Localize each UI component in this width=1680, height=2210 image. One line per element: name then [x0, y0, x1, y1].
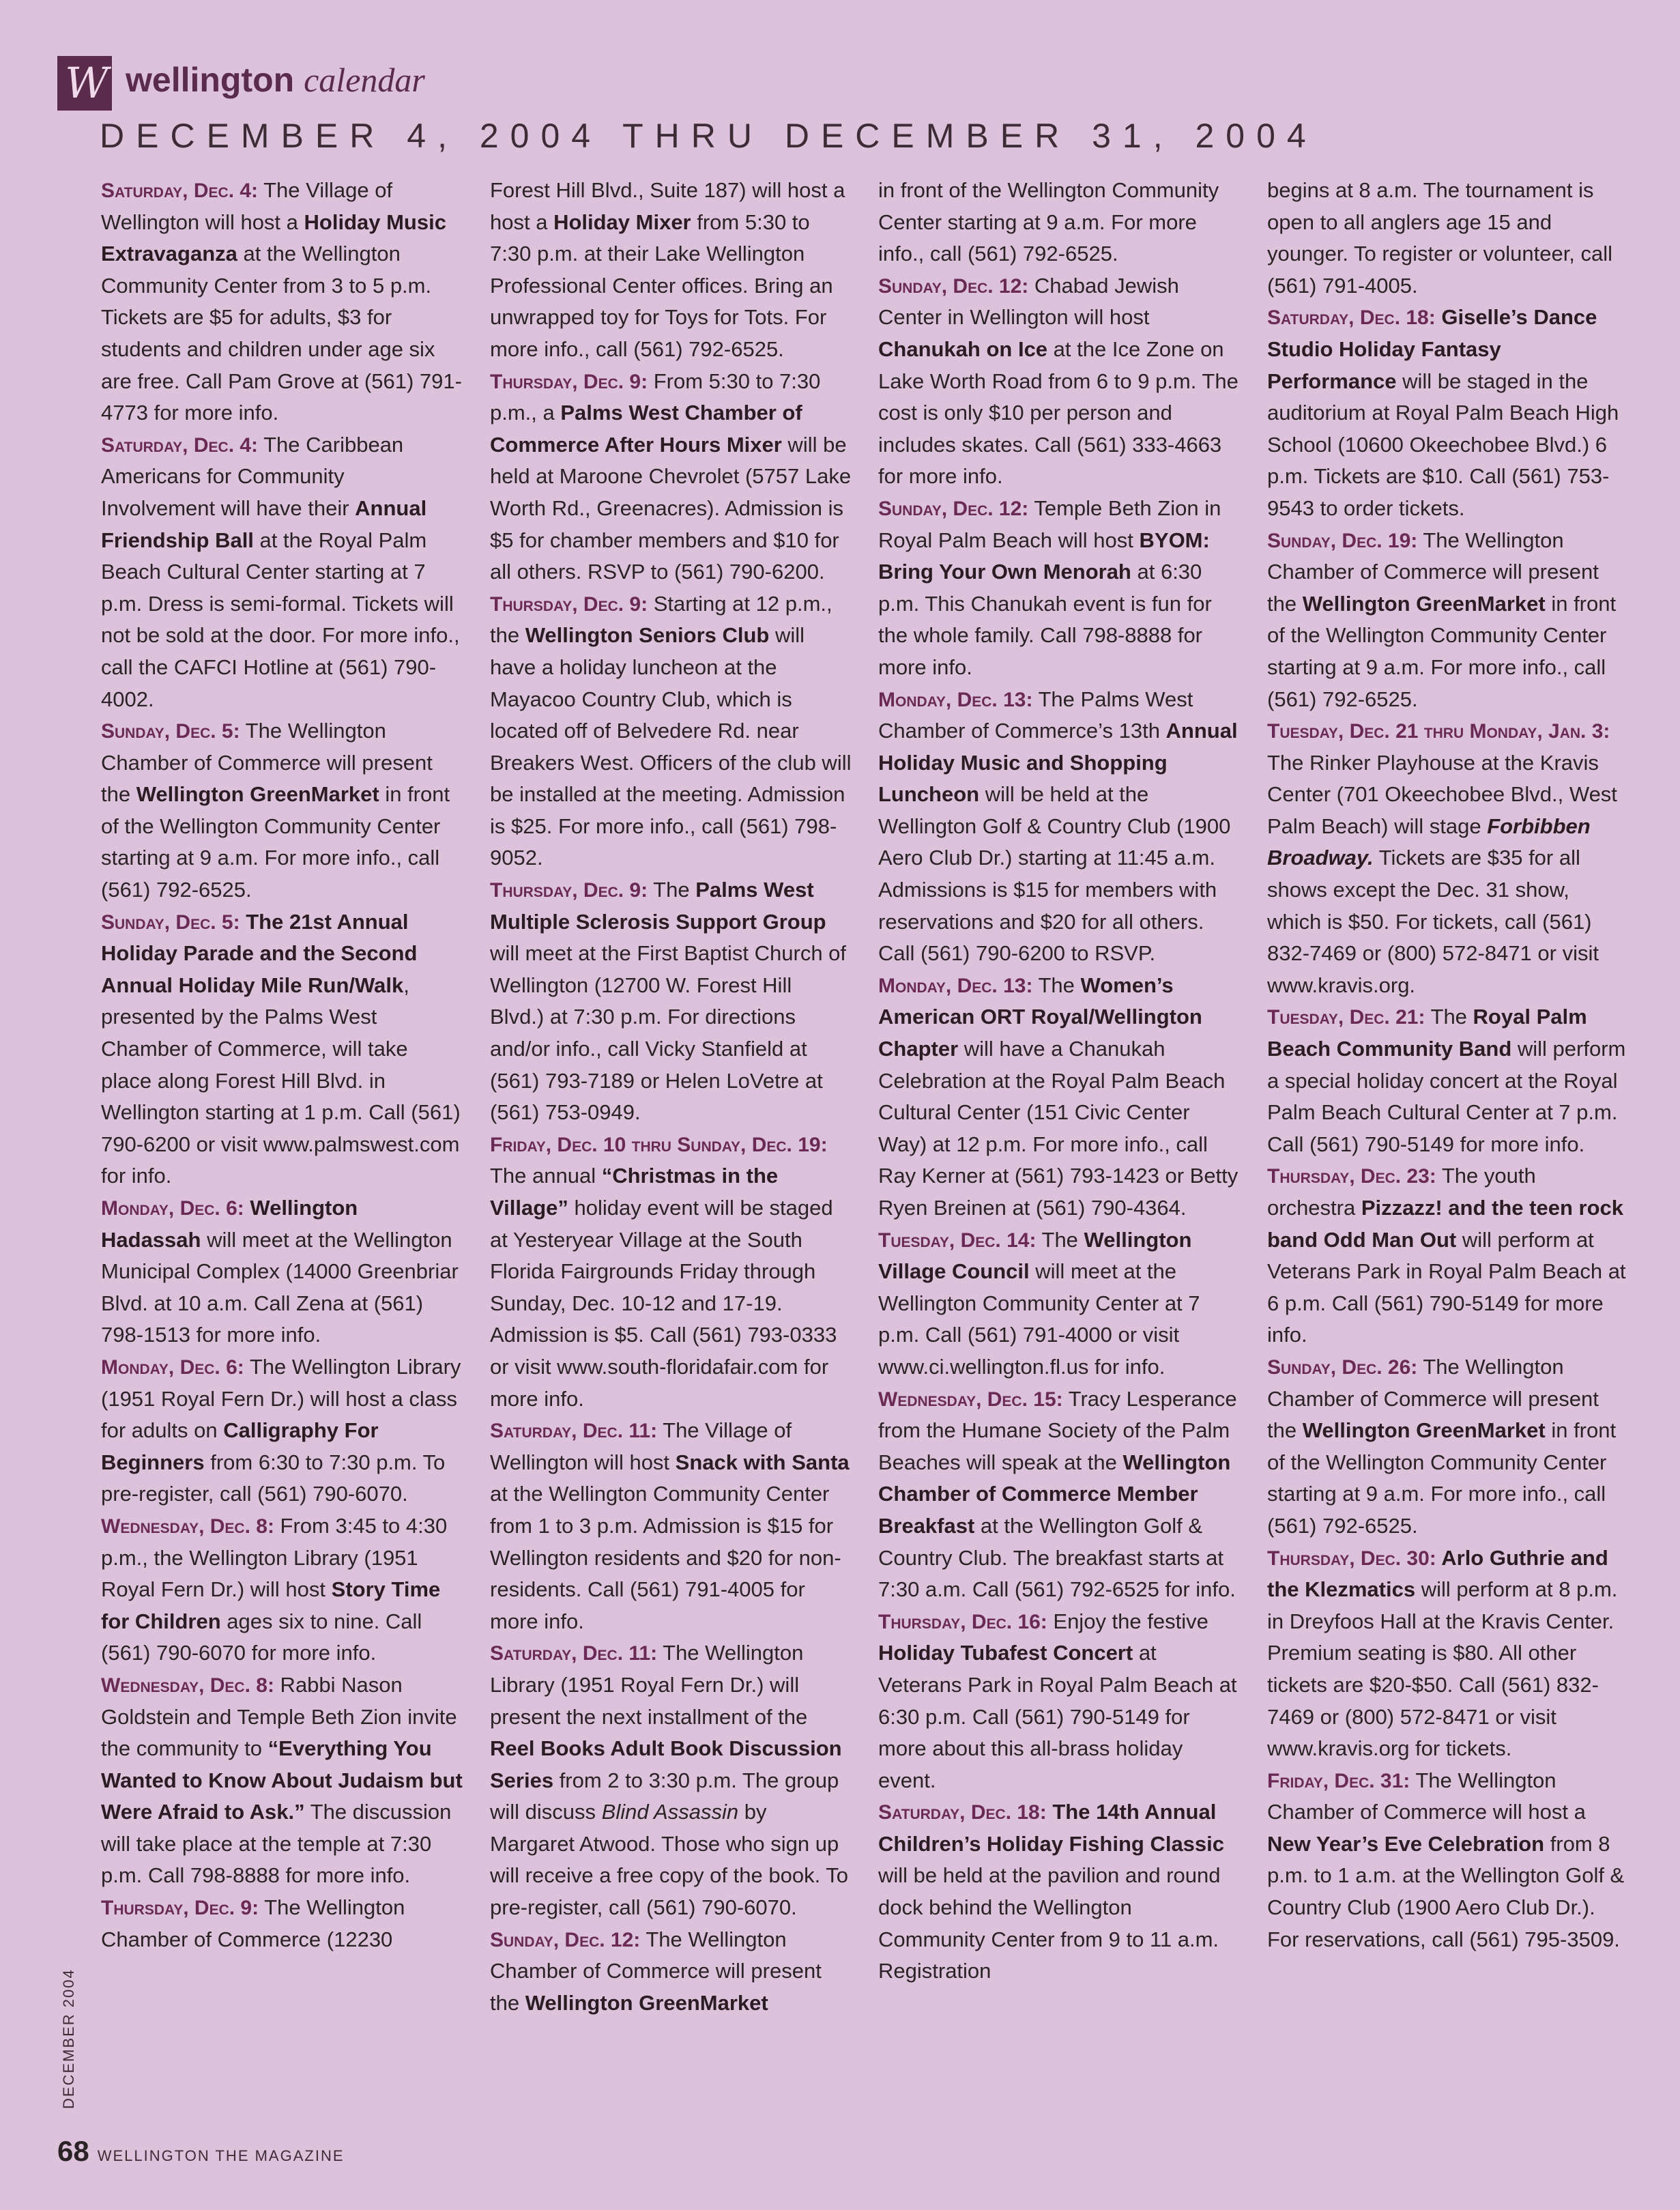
entry-text	[878, 1800, 1224, 1983]
calendar-entry	[878, 175, 1240, 270]
entry-segment: Starting at 12 p.m., the	[490, 591, 832, 648]
entry-date: Thursday, Dec. 9:	[490, 879, 648, 902]
entry-text	[101, 433, 460, 711]
entry-segment: The	[1036, 1227, 1084, 1252]
calendar-entry	[878, 684, 1240, 970]
entry-segment: holiday event will be staged at Yesteryear Village at the South Florida Fairgrounds Friday through Sunday, Dec. 10-12 and 17-19. Admission is $5. Call (561) 793-0333 or visit www.south-floridafair.com for more info.	[490, 1196, 837, 1411]
entry-segment: will be held at Maroone Chevrolet (5757 Lake Worth Rd., Greenacres). Admission is $5 for chamber members and $10 for all others. RSVP to (561) 790-6200.	[490, 432, 852, 584]
calendar-entry	[101, 429, 463, 715]
entry-date: Saturday, Dec. 11:	[490, 1420, 658, 1443]
event-title: Wellington Chamber of Commerce Member Breakfast	[878, 1450, 1231, 1538]
entry-segment: Enjoy the festive	[1047, 1609, 1208, 1633]
calendar-entry	[490, 1415, 852, 1637]
event-title: Story Time for Children	[101, 1577, 441, 1633]
entry-text	[878, 973, 1238, 1220]
entry-segment: The Wellington Chamber of Commerce will host a	[1267, 1768, 1586, 1824]
entry-date: Sunday, Dec. 26:	[1267, 1355, 1418, 1379]
entry-date: Monday, Dec. 13:	[878, 974, 1033, 997]
event-title: Women’s American ORT Royal/Wellington Chapter	[878, 973, 1202, 1061]
entry-text	[878, 687, 1238, 966]
calendar-entry	[490, 1129, 852, 1415]
event-title: “Christmas in the Village”	[490, 1164, 779, 1220]
event-title: Holiday Mixer	[553, 210, 691, 234]
entry-segment: at Veterans Park in Royal Palm Beach at 6:30 p.m. Call (561) 790-5149 for more about this all-brass holiday event.	[878, 1641, 1237, 1792]
entry-segment: at the Wellington Community Center from 1 to 3 p.m. Admission is $15 for Wellington residents and $20 for non-residents. Call (561) 791-4005 for more info.	[490, 1482, 841, 1633]
calendar-entry	[878, 1796, 1240, 1987]
entry-segment: The Wellington Chamber of Commerce will present the	[490, 1927, 822, 2015]
entry-segment: Chabad Jewish Center in Wellington will host	[878, 273, 1179, 330]
entry-segment: The Wellington Chamber of Commerce will present the	[101, 719, 433, 807]
event-title: Wellington Hadassah	[101, 1196, 358, 1252]
entry-segment: The youth orchestra	[1267, 1164, 1536, 1220]
entry-segment: From 3:45 to 4:30 p.m., the Wellington Library (1951 Royal Fern Dr.) will host	[101, 1513, 448, 1602]
calendar-entry	[1267, 1542, 1629, 1765]
calendar-entry	[878, 270, 1240, 493]
entry-text	[490, 878, 846, 1124]
calendar-column-3	[878, 175, 1240, 1987]
entry-text	[101, 1673, 463, 1888]
entry-text	[101, 178, 462, 425]
entry-segment: Tracy Lesperance from the Humane Society of the Palm Beaches will speak at the	[878, 1386, 1237, 1474]
entry-segment: in front of the Wellington Community Center starting at 9 a.m. For more info., call (561) 792-6525.	[1267, 1418, 1617, 1538]
calendar-entry	[101, 1892, 463, 1955]
event-title: Wellington Village Council	[878, 1227, 1192, 1284]
entry-date: Sunday, Dec. 5:	[101, 910, 240, 934]
entry-date: Wednesday, Dec. 8:	[101, 1674, 274, 1697]
entry-text	[490, 178, 845, 361]
entry-segment: The	[648, 878, 696, 902]
entry-segment: will meet at the Wellington Municipal Complex (14000 Greenbriar Blvd. at 10 a.m. Call Zena at (561) 798-1513 for more info.	[101, 1227, 459, 1347]
brand-italic: calendar	[304, 61, 425, 99]
event-title: Annual Holiday Music and Shopping Luncheon	[878, 719, 1238, 807]
entry-segment: will perform at 8 p.m. in Dreyfoos Hall at the Kravis Center. Premium seating is $80. All other tickets are $20-$50. Call (561) 832-7469 or (800) 572-8471 or visit www.kravis.org for tickets.	[1267, 1577, 1618, 1761]
calendar-entry	[1267, 302, 1629, 524]
entry-date: Thursday, Dec. 30:	[1267, 1547, 1436, 1570]
entry-segment: will meet at the Wellington Community Center at 7 p.m. Call (561) 791-4000 or visit www.ci.wellington.fl.us for info.	[878, 1259, 1200, 1379]
event-title: Annual Friendship Ball	[101, 496, 427, 552]
entry-segment: , presented by the Palms West Chamber of Commerce, will take place along Forest Hill Blvd. in Wellington starting at 1 p.m. Call (561) 790-6200 or visit www.palmswest.com for info.	[101, 973, 461, 1188]
event-title: Wellington Seniors Club	[525, 623, 770, 648]
event-title: Palms West Chamber of Commerce After Hours Mixer	[490, 401, 802, 457]
event-title: Chanukah on Ice	[878, 336, 1048, 361]
entry-segment: The Wellington Chamber of Commerce will present the	[1267, 1354, 1599, 1443]
section-title	[126, 60, 425, 100]
calendar-entry	[490, 366, 852, 588]
entry-text	[490, 369, 851, 584]
entry-date: Thursday, Dec. 9:	[490, 592, 648, 616]
entry-segment: from 8 p.m. to 1 a.m. at the Wellington Golf & Country Club (1900 Aero Club Dr.). For reservations, call (561) 795-3509.	[1267, 1831, 1625, 1951]
entry-segment: The annual	[490, 1164, 602, 1188]
calendar-entry	[101, 1510, 463, 1669]
calendar-entry	[101, 175, 463, 429]
event-title: “Everything You Wanted to Know About Judaism but Were Afraid to Ask.”	[101, 1736, 463, 1824]
entry-date: Monday, Dec. 6:	[101, 1197, 244, 1220]
calendar-entry	[490, 1924, 852, 2020]
entry-date: Thursday, Dec. 16:	[878, 1610, 1047, 1633]
side-date-label: DECEMBER 2004	[60, 1968, 77, 2109]
entry-date: Thursday, Dec. 23:	[1267, 1165, 1436, 1188]
calendar-entry	[1267, 1351, 1629, 1542]
event-title: BYOM: Bring Your Own Menorah	[878, 528, 1210, 584]
entry-segment: at 6:30 p.m. This Chanukah event is fun for the whole family. Call 798-8888 for more info.	[878, 560, 1212, 679]
event-title: Royal Palm Beach Community Band	[1267, 1005, 1587, 1061]
calendar-entry	[1267, 1160, 1629, 1351]
event-title: Reel Books Adult Book Discussion Series	[490, 1736, 842, 1792]
entry-text	[878, 274, 1239, 489]
entry-text	[1267, 1355, 1616, 1538]
entry-date: Monday, Dec. 6:	[101, 1355, 244, 1379]
event-title: New Year’s Eve Celebration	[1267, 1831, 1545, 1856]
entry-date: Saturday, Dec. 11:	[490, 1642, 658, 1665]
brand-bold: wellington	[126, 61, 295, 99]
entry-segment: at the Wellington Community Center from 3 to 5 p.m. Tickets are $5 for adults, $3 for students and children under age six are free. Call Pam Grove at (561) 791-4773 for more info.	[101, 242, 462, 425]
entry-date: Thursday, Dec. 9:	[490, 370, 648, 393]
page-number: 68	[57, 2135, 89, 2167]
calendar-column-2	[490, 175, 852, 2019]
event-title: Wellington GreenMarket	[136, 782, 379, 807]
calendar-entry	[1267, 525, 1629, 716]
entry-segment: begins at 8 a.m. The tournament is open to all anglers age 15 and younger. To register or volunteer, call (561) 791-4005.	[1267, 178, 1613, 298]
calendar-entry	[1267, 715, 1629, 1001]
entry-text	[101, 719, 450, 902]
entry-segment: in front of the Wellington Community Center starting at 9 a.m. For more info., call (561) 792-6525.	[1267, 591, 1617, 711]
entry-segment: The Rinker Playhouse at the Kravis Center (701 Okeechobee Blvd., West Palm Beach) will stage	[1267, 750, 1617, 838]
entry-segment: From 5:30 to 7:30 p.m., a	[490, 369, 821, 425]
entry-segment: The Wellington Chamber of Commerce will present the	[1267, 528, 1599, 616]
entry-text	[490, 1164, 837, 1410]
calendar-entry	[101, 715, 463, 906]
entry-text	[1267, 1164, 1626, 1347]
entry-date: Friday, Dec. 10 thru Sunday, Dec. 19:	[490, 1133, 828, 1156]
entry-text	[878, 1609, 1237, 1792]
entry-date: Saturday, Dec. 4:	[101, 180, 259, 202]
entry-segment: The Wellington Library (1951 Royal Fern Dr.) will host a class for adults on	[101, 1354, 461, 1443]
entry-segment: The	[1425, 1005, 1473, 1029]
event-title: Wellington GreenMarket	[1302, 1418, 1546, 1443]
entry-date: Sunday, Dec. 12:	[878, 274, 1029, 298]
date-range-heading: DECEMBER 4, 2004 THRU DECEMBER 31, 2004	[100, 117, 1318, 155]
event-title: Wellington GreenMarket	[525, 1990, 768, 2015]
calendar-column-1	[101, 175, 463, 1955]
entry-segment: The Village of Wellington will host a	[101, 178, 393, 234]
entry-date: Wednesday, Dec. 8:	[101, 1515, 274, 1538]
entry-segment: The Palms West Chamber of Commerce’s 13th	[878, 687, 1193, 743]
entry-segment: will be staged in the auditorium at Royal Palm Beach High School (10600 Okeechobee Blvd.) 6 p.m. Tickets are $10. Call (561) 753-9543 to order tickets.	[1267, 369, 1619, 520]
entry-segment: will have a holiday luncheon at the Mayacoo Country Club, which is located off of Belvedere Rd. near Breakers West. Officers of the club will be installed at the meeting. Admission is $25. For more info., call (561) 798-9052.	[490, 623, 852, 870]
entry-text	[1267, 1768, 1624, 1951]
entry-segment: will perform a special holiday concert at the Royal Palm Beach Cultural Center at 7 p.m. Call (561) 790-5149 for more info.	[1267, 1037, 1626, 1156]
calendar-entry	[1267, 1001, 1629, 1160]
event-title: Giselle’s Dance Studio Holiday Fantasy Performance	[1267, 305, 1597, 393]
entry-text	[101, 910, 461, 1188]
page-footer	[57, 2135, 345, 2168]
entry-date: Thursday, Dec. 9:	[101, 1897, 259, 1920]
entry-text	[1267, 178, 1612, 298]
calendar-entry	[101, 1192, 463, 1351]
entry-segment: Tickets are $35 for all shows except the Dec. 31 show, which is $50. For tickets, call (561) 832-7469 or (800) 572-8471 or visit www.kravis.org.	[1267, 846, 1599, 997]
entry-date: Sunday, Dec. 19:	[1267, 529, 1418, 552]
entry-date: Friday, Dec. 31:	[1267, 1769, 1410, 1792]
entry-date: Saturday, Dec. 18:	[1267, 306, 1436, 330]
entry-date: Tuesday, Dec. 21:	[1267, 1006, 1425, 1029]
entry-text	[878, 496, 1221, 679]
entry-text	[490, 1418, 850, 1633]
entry-segment: from 6:30 to 7:30 p.m. To pre-register, call (561) 790-6070.	[101, 1450, 446, 1506]
entry-segment: will perform at Veterans Park in Royal Palm Beach at 6 p.m. Call (561) 790-5149 for more info.	[1267, 1227, 1626, 1347]
entry-text	[1267, 1546, 1617, 1761]
entry-text	[490, 592, 851, 870]
event-title: Pizzazz! and the teen rock band Odd Man Out	[1267, 1196, 1623, 1252]
entry-segment: Forest Hill Blvd., Suite 187) will host a host a	[490, 178, 845, 234]
entry-segment: at the Ice Zone on Lake Worth Road from 6 to 9 p.m. The cost is only $10 per person and includes skates. Call (561) 333-4663 for more info.	[878, 336, 1239, 489]
magazine-name: WELLINGTON THE MAGAZINE	[97, 2147, 345, 2164]
entry-segment: Rabbi Nason Goldstein and Temple Beth Zion invite the community to	[101, 1672, 457, 1761]
event-title: Arlo Guthrie and the Klezmatics	[1267, 1545, 1608, 1602]
event-title: Blind Assassin	[601, 1800, 739, 1824]
event-title: The 14th Annual Children’s Holiday Fishing Classic	[878, 1800, 1225, 1856]
entry-text	[878, 1387, 1237, 1602]
calendar-column-4	[1267, 175, 1629, 1955]
entry-segment: by Margaret Atwood. Those who sign up will receive a free copy of the book. To pre-register, call (561) 790-6070.	[490, 1800, 848, 1920]
entry-segment: Temple Beth Zion in Royal Palm Beach will host	[878, 496, 1221, 552]
event-title: Snack with Santa	[675, 1450, 850, 1474]
event-title: Wellington GreenMarket	[1302, 591, 1546, 616]
entry-segment: will have a Chanukah Celebration at the Royal Palm Beach Cultural Center (151 Civic Center Way) at 12 p.m. For more info., call Ray Kerner at (561) 793-1423 or Betty Ryen Breinen at (561) 790-4364.	[878, 1037, 1239, 1220]
w-logo-icon: W	[57, 56, 112, 111]
entry-date: Monday, Dec. 13:	[878, 688, 1033, 711]
entry-segment: The Village of Wellington will host	[490, 1418, 792, 1474]
entry-date: Tuesday, Dec. 21 thru Monday, Jan. 3:	[1267, 720, 1610, 743]
calendar-entry	[490, 588, 852, 874]
entry-date: Sunday, Dec. 5:	[101, 720, 240, 743]
calendar-entry	[490, 874, 852, 1129]
entry-text	[1267, 528, 1616, 711]
event-title: Forbibben Broadway.	[1267, 814, 1591, 870]
calendar-entry	[101, 906, 463, 1192]
entry-segment: The Wellington Library (1951 Royal Fern Dr.) will present the next installment of the	[490, 1641, 808, 1729]
calendar-entry	[1267, 1765, 1629, 1956]
event-title: Palms West Multiple Sclerosis Support Group	[490, 878, 826, 934]
entry-segment: will be held at the pavilion and round dock behind the Wellington Community Center from 9 to 11 a.m. Registration	[878, 1863, 1221, 1983]
calendar-entry	[878, 493, 1240, 684]
entry-segment: will be held at the Wellington Golf & Country Club (1900 Aero Club Dr.) starting at 11:45 a.m. Admissions is $15 for members with reservations and $20 for all others. Call (561) 790-6200 to RSVP.	[878, 782, 1231, 966]
calendar-entry	[1267, 175, 1629, 302]
calendar-entry	[101, 1669, 463, 1892]
entry-text	[878, 178, 1219, 266]
entry-date: Sunday, Dec. 12:	[490, 1928, 641, 1951]
entry-date: Tuesday, Dec. 14:	[878, 1229, 1037, 1252]
entry-segment: ages six to nine. Call (561) 790-6070 for more info.	[101, 1609, 422, 1665]
entry-segment: at the Wellington Golf & Country Club. The breakfast starts at 7:30 a.m. Call (561) 792-6525 for info.	[878, 1513, 1236, 1602]
entry-text	[1267, 305, 1619, 520]
entry-text	[1267, 751, 1617, 997]
calendar-entry	[878, 970, 1240, 1224]
entry-segment: will meet at the First Baptist Church of Wellington (12700 W. Forest Hill Blvd.) at 7:30 p.m. For directions and/or info., call Vicky Stanfield at (561) 793-7189 or Helen LoVetre at (561) 753-0949.	[490, 941, 847, 1125]
calendar-entry	[490, 175, 852, 366]
entry-segment: at the Royal Palm Beach Cultural Center starting at 7 p.m. Dress is semi-formal. Tickets will not be sold at the door. For more info., call the CAFCI Hotline at (561) 790-4002.	[101, 528, 460, 711]
calendar-entry	[878, 1224, 1240, 1383]
entry-segment: The Wellington Chamber of Commerce (12230	[101, 1895, 405, 1951]
entry-segment: in front of the Wellington Community Center starting at 9 a.m. For more info., call (561) 792-6525.	[101, 782, 450, 902]
calendar-entry	[101, 1351, 463, 1510]
entry-segment: from 5:30 to 7:30 p.m. at their Lake Wellington Professional Center offices. Bring an unwrapped toy for Toys for Tots. For more info., call (561) 792-6525.	[490, 210, 833, 361]
entry-date: Sunday, Dec. 12:	[878, 497, 1029, 520]
entry-date: Saturday, Dec. 4:	[101, 433, 259, 457]
event-title: The 21st Annual Holiday Parade and the Second Annual Holiday Mile Run/Walk	[101, 909, 418, 997]
entry-segment: in front of the Wellington Community Center starting at 9 a.m. For more info., call (561) 792-6525.	[878, 178, 1219, 266]
entry-segment: The Caribbean Americans for Community Involvement will have their	[101, 432, 404, 520]
entry-segment: The discussion will take place at the temple at 7:30 p.m. Call 798-8888 for more info.	[101, 1800, 452, 1888]
entry-date: Saturday, Dec. 18:	[878, 1801, 1047, 1824]
entry-segment: The	[1032, 973, 1081, 997]
event-title: Holiday Music Extravaganza	[101, 210, 446, 266]
entry-date: Wednesday, Dec. 15:	[878, 1388, 1063, 1411]
entry-text	[490, 1641, 848, 1919]
calendar-entry	[490, 1637, 852, 1923]
entry-segment: from 2 to 3:30 p.m. The group will discuss	[490, 1768, 839, 1824]
event-title: Holiday Tubafest Concert	[878, 1641, 1133, 1665]
event-title: Calligraphy For Beginners	[101, 1418, 379, 1474]
calendar-entry	[878, 1606, 1240, 1797]
calendar-entry	[878, 1383, 1240, 1606]
